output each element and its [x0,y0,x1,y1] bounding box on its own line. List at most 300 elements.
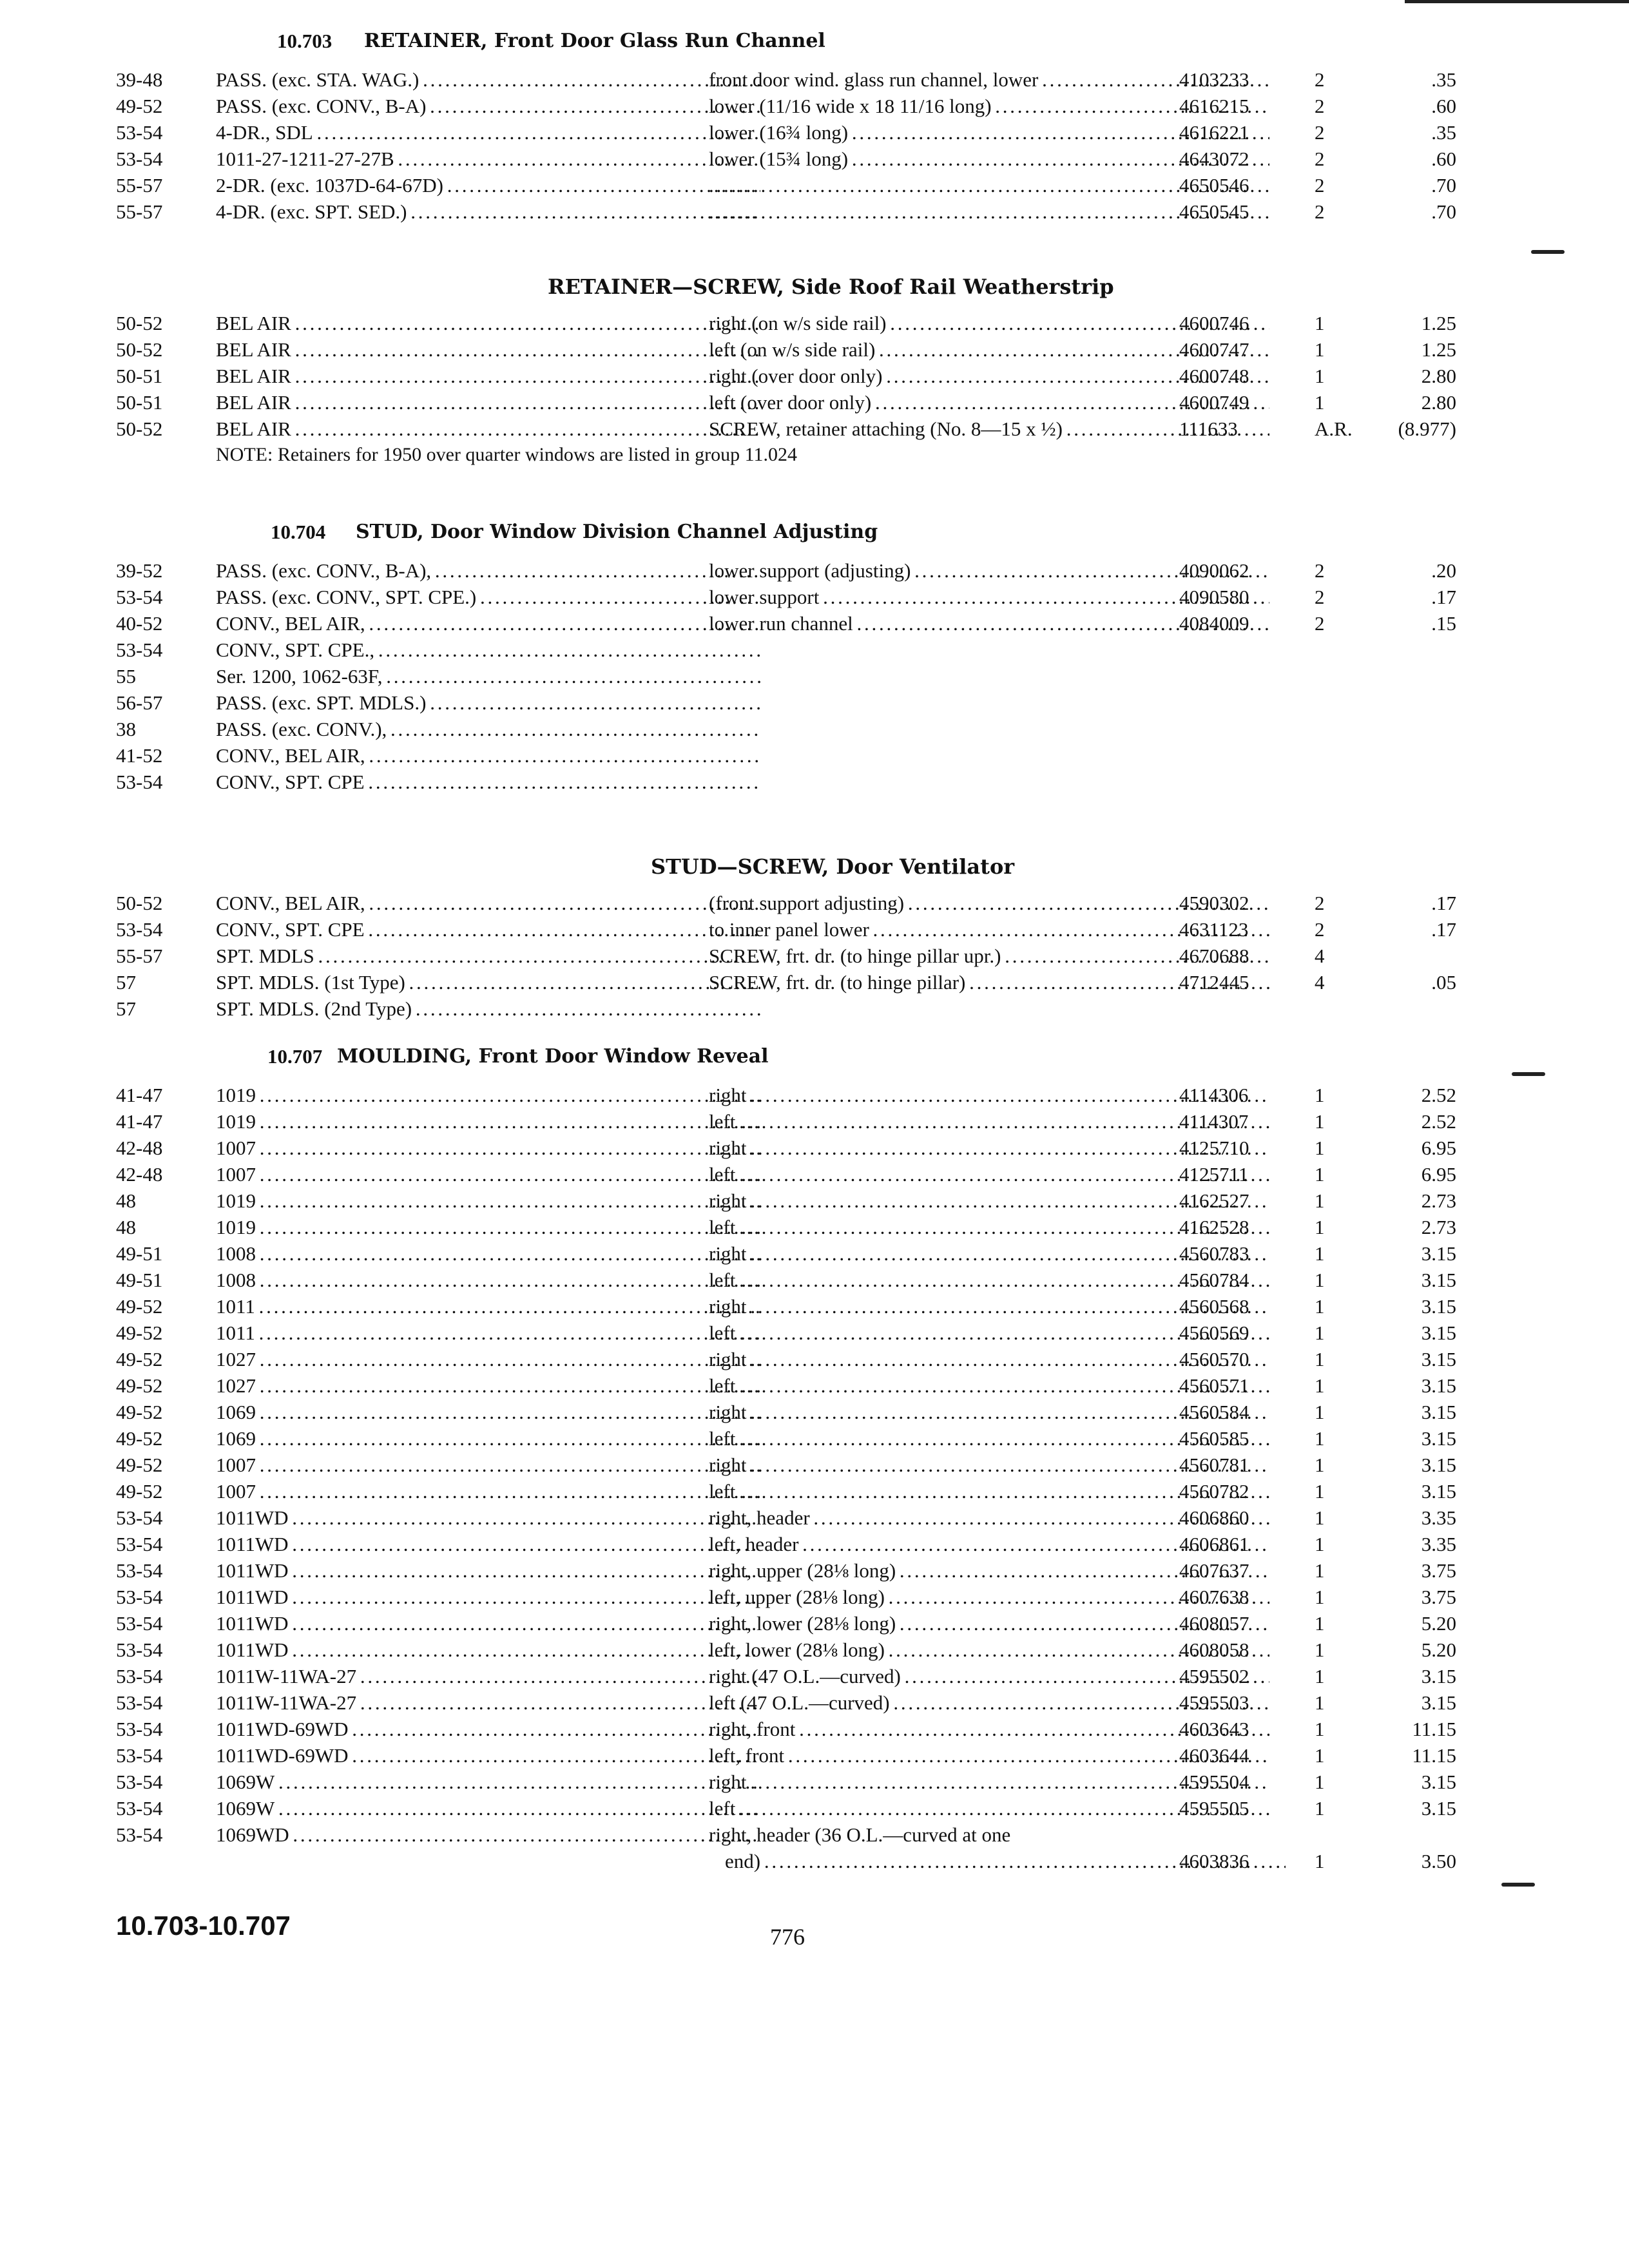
price: 3.15 [1421,1269,1456,1291]
list-item [116,1454,1456,1480]
model-years: 50-52 [116,338,163,361]
quantity: 1 [1315,1189,1325,1212]
list-item [116,1771,1456,1797]
quantity: 1 [1315,312,1325,334]
quantity: A.R. [1315,418,1353,440]
price: 3.35 [1421,1506,1456,1529]
part-description: right . . . [709,1771,1269,1794]
quantity: 1 [1315,1216,1325,1238]
quantity: 1 [1315,1718,1325,1740]
model-years: 53-54 [116,1612,163,1635]
list-item [116,1427,1456,1454]
model-years: 42-48 [116,1163,163,1186]
quantity: 1 [1315,1269,1325,1291]
quantity: 1 [1315,1771,1325,1793]
part-number: 4643072 [1179,148,1249,170]
quantity: 1 [1315,1321,1325,1344]
list-item [116,95,1456,121]
list-item [116,365,1456,391]
quantity: 1 [1315,1242,1325,1265]
section-number: 10.704 [271,521,326,543]
part-description: lower (11/16 wide x 18 11/16 long) . . . [709,95,1269,118]
model-name: PASS. (exc. CONV., B-A) . . . [216,95,760,118]
part-description: left (over door only) . . . [709,391,1269,414]
model-name: BEL AIR . . . [216,312,760,335]
part-description: (front support adjusting) . . . [709,892,1269,915]
model-years: 53-54 [116,1665,163,1687]
list-item [116,1348,1456,1374]
price: 2.80 [1421,365,1456,387]
list-item [116,121,1456,148]
model-name: 1008 . . . [216,1269,760,1292]
list-item [116,1163,1456,1189]
part-number: 4125711 [1179,1163,1249,1186]
part-number: 4600746 [1179,312,1249,334]
list-item [116,1374,1456,1401]
model-years: 49-52 [116,1480,163,1503]
model-years: 48 [116,1189,136,1212]
model-name: 1069 . . . [216,1427,760,1450]
model-name: 1011WD-69WD . . . [216,1718,760,1741]
part-description: lower support (adjusting) . . . [709,559,1269,582]
model-years: 41-52 [116,744,163,767]
price: 3.15 [1421,1348,1456,1370]
part-description: right . . . [709,1401,1269,1424]
quantity: 1 [1315,1744,1325,1767]
part-description: left . . . [709,1163,1269,1186]
part-number: 4606860 [1179,1506,1249,1529]
model-years: 49-52 [116,1321,163,1344]
quantity: 1 [1315,1533,1325,1555]
list-item [116,1691,1456,1718]
part-number: 4114307 [1179,1110,1249,1133]
model-name: BEL AIR . . . [216,365,760,388]
price: 6.95 [1421,1137,1456,1159]
quantity: 2 [1315,174,1325,197]
part-number: 4595503 [1179,1691,1249,1714]
model-name: BEL AIR . . . [216,391,760,414]
list-item [116,1137,1456,1163]
part-description: left . . . [709,1216,1269,1239]
part-number: 4607638 [1179,1586,1249,1608]
quantity: 1 [1315,1665,1325,1687]
price: 3.15 [1421,1295,1456,1318]
model-years: 49-52 [116,1454,163,1476]
model-name: CONV., BEL AIR, . . . [216,744,760,767]
list-item [116,945,1443,971]
model-years: 55-57 [116,945,163,967]
list-item [116,771,1443,797]
quantity: 1 [1315,1691,1325,1714]
model-years: 39-52 [116,559,163,582]
model-years: 49-52 [116,95,163,117]
price: 3.15 [1421,1427,1456,1450]
model-years: 57 [116,997,136,1020]
list-item [116,1216,1456,1242]
list-item [116,1401,1456,1427]
part-description: left . . . [709,1374,1269,1398]
list-item [116,338,1456,365]
quantity: 1 [1315,1639,1325,1661]
price: 3.15 [1421,1401,1456,1423]
model-name: 1011WD . . . [216,1612,760,1635]
model-name: 1019 . . . [216,1216,760,1239]
model-years: 38 [116,718,136,740]
model-years: 50-51 [116,391,163,414]
model-name: 1027 . . . [216,1348,760,1371]
price: 3.75 [1421,1586,1456,1608]
model-name: PASS. (exc. CONV., B-A), . . . [216,559,760,582]
model-name: 1011WD . . . [216,1533,760,1556]
section-header [116,30,1443,68]
list-item [116,559,1456,586]
quantity: 1 [1315,1137,1325,1159]
part-description: left, upper (28⅛ long) . . . [709,1586,1269,1609]
model-years: 53-54 [116,1797,163,1820]
model-name: 1011WD . . . [216,1586,760,1609]
part-number: 4114306 [1179,1084,1249,1106]
model-years: 53-54 [116,1718,163,1740]
list-item [116,1295,1456,1321]
list-item [116,639,1443,665]
price: 3.35 [1421,1533,1456,1555]
model-name: BEL AIR . . . [216,338,760,361]
model-years: 53-54 [116,771,163,793]
part-description: right . . . [709,1454,1269,1477]
model-years: 56-57 [116,691,163,714]
model-years: 49-51 [116,1242,163,1265]
model-years: 53-54 [116,639,163,661]
quantity: 1 [1315,1163,1325,1186]
model-name: 1007 . . . [216,1137,760,1160]
part-description: right (47 O.L.—curved) . . . [709,1665,1269,1688]
price: 3.15 [1421,1665,1456,1687]
model-name: 1069 . . . [216,1401,760,1424]
price: 3.15 [1421,1797,1456,1820]
model-name: PASS. (exc. STA. WAG.) . . . [216,68,760,91]
model-name: CONV., SPT. CPE . . . [216,771,760,794]
top-rule [1405,0,1629,3]
list-item [116,1480,1456,1506]
list-item [116,612,1456,639]
list-item [116,971,1456,997]
price: .05 [1431,971,1456,994]
list-item [116,1506,1456,1533]
list-item [116,1533,1456,1559]
part-number: 4603644 [1179,1744,1249,1767]
section-rows [116,892,1456,1024]
model-name: CONV., BEL AIR, . . . [216,612,760,635]
price: 11.15 [1412,1744,1456,1767]
quantity: 4 [1315,945,1325,967]
part-number: 4600747 [1179,338,1249,361]
part-number: 4560783 [1179,1242,1249,1265]
part-description: left, front . . . [709,1744,1269,1767]
quantity: 1 [1315,1454,1325,1476]
section-10707 [116,1045,1456,1876]
list-item [116,1110,1456,1137]
model-years: 53-54 [116,1533,163,1555]
quantity: 2 [1315,559,1325,582]
list-item [116,1718,1456,1744]
part-number: 4560569 [1179,1321,1249,1344]
price: .17 [1431,918,1456,941]
part-number: 4125710 [1179,1137,1249,1159]
model-years: 53-54 [116,1586,163,1608]
sub-title: RETAINER—SCREW, Side Roof Rail Weatherstrip [548,274,1114,299]
part-description: lower support . . . [709,586,1269,609]
model-years: 42-48 [116,1137,163,1159]
quantity: 2 [1315,892,1325,914]
price: 6.95 [1421,1163,1456,1186]
section-rows [116,68,1456,227]
model-name: 1011 . . . [216,1295,760,1318]
price: 3.50 [1421,1850,1456,1872]
list-item [116,1559,1456,1586]
part-description: right . . . [709,1295,1269,1318]
model-years: 53-54 [116,586,163,608]
part-description: left, header . . . [709,1533,1269,1556]
list-item [116,691,1443,718]
section-retainer-screw [116,274,1456,472]
price: .35 [1431,68,1456,91]
part-description: right (on w/s side rail) . . . [709,312,1269,335]
quantity: 2 [1315,586,1325,608]
part-number: 4560781 [1179,1454,1249,1476]
part-number: 4595505 [1179,1797,1249,1820]
model-years: 49-52 [116,1348,163,1370]
model-years: 41-47 [116,1084,163,1106]
model-name: PASS. (exc. SPT. MDLS.) . . . [216,691,760,715]
model-years: 55-57 [116,174,163,197]
model-name: 1069WD . . . [216,1823,760,1847]
part-description: SCREW, frt. dr. (to hinge pillar upr.) . . . [709,945,1269,968]
part-number: 4560568 [1179,1295,1249,1318]
model-years: 55-57 [116,200,163,223]
section-title: RETAINER, Front Door Glass Run Channel [364,30,825,52]
list-item [116,1586,1456,1612]
part-number: 4103233 [1179,68,1249,91]
model-years: 49-51 [116,1269,163,1291]
part-number: 4608058 [1179,1639,1249,1661]
part-number: 4560584 [1179,1401,1249,1423]
part-description: left . . . [709,1110,1269,1133]
part-description: end) . . . [725,1850,1286,1873]
list-item [116,744,1443,771]
price: 3.15 [1421,1454,1456,1476]
model-years: 53-54 [116,121,163,144]
model-name: 1069W . . . [216,1771,760,1794]
margin-mark [1501,1883,1535,1887]
section-10703 [116,30,1456,227]
quantity: 1 [1315,1480,1325,1503]
price: .60 [1431,148,1456,170]
price: (8.977) [1398,418,1456,440]
model-name: 1007 . . . [216,1454,760,1477]
section-note: NOTE: Retainers for 1950 over quarter windows are listed in group 11.024 [216,444,798,465]
model-name: 4-DR., SDL . . . [216,121,760,144]
part-number: 4084009 [1179,612,1249,635]
quantity: 1 [1315,1612,1325,1635]
model-years: 41-47 [116,1110,163,1133]
part-description: lower (16¾ long) . . . [709,121,1269,144]
part-number: 4650546 [1179,174,1249,197]
quantity: 2 [1315,68,1325,91]
part-number: 4603643 [1179,1718,1249,1740]
part-number: 4600749 [1179,391,1249,414]
part-description: left (47 O.L.—curved) . . . [709,1691,1269,1715]
quantity: 2 [1315,200,1325,223]
price: .17 [1431,586,1456,608]
list-item [116,665,1443,691]
section-rows [116,559,1456,797]
part-number: 4162527 [1179,1189,1249,1212]
list-item [116,1823,1443,1850]
part-number: 4603836 [1179,1850,1249,1872]
model-years: 53-54 [116,1639,163,1661]
model-name: 1027 . . . [216,1374,760,1398]
list-item [116,1242,1456,1269]
price: .15 [1431,612,1456,635]
quantity: 1 [1315,1401,1325,1423]
sub-title: STUD—SCREW, Door Ventilator [651,854,1015,879]
group-range: 10.703-10.707 [116,1910,291,1941]
model-years: 48 [116,1216,136,1238]
part-description: lower run channel . . . [709,612,1269,635]
model-years: 53-54 [116,1771,163,1793]
list-item [116,1612,1456,1639]
model-name: CONV., SPT. CPE . . . [216,918,760,941]
price: .17 [1431,892,1456,914]
model-name: CONV., SPT. CPE., . . . [216,639,760,662]
part-number: 4560585 [1179,1427,1249,1450]
part-number: 4162528 [1179,1216,1249,1238]
quantity: 1 [1315,1348,1325,1370]
part-number: 4712445 [1179,971,1249,994]
model-name: 1011WD . . . [216,1559,760,1582]
margin-mark [1531,250,1565,254]
section-rows [116,312,1456,444]
list-item [116,1850,1456,1876]
list-item [116,418,1456,444]
list-item [116,1665,1456,1691]
price: 3.75 [1421,1559,1456,1582]
list-item [116,997,1443,1024]
model-name: 4-DR. (exc. SPT. SED.) . . . [216,200,760,224]
list-item [116,1269,1456,1295]
price: 11.15 [1412,1718,1456,1740]
part-description: left . . . [709,1427,1269,1450]
model-name: 1069W . . . [216,1797,760,1820]
model-name: 1011WD . . . [216,1506,760,1530]
model-years: 50-52 [116,418,163,440]
price: 3.15 [1421,1242,1456,1265]
part-description: right, header . . . [709,1506,1269,1530]
model-years: 53-54 [116,918,163,941]
model-name: 1011WD . . . [216,1639,760,1662]
model-years: 50-52 [116,892,163,914]
price: 3.15 [1421,1374,1456,1397]
part-description: left . . . [709,1321,1269,1345]
model-name: Ser. 1200, 1062-63F, . . . [216,665,760,688]
section-rows [116,1084,1456,1876]
quantity: 1 [1315,1506,1325,1529]
model-years: 53-54 [116,148,163,170]
quantity: 1 [1315,1110,1325,1133]
price: 2.52 [1421,1084,1456,1106]
part-number: 4560784 [1179,1269,1249,1291]
model-years: 50-52 [116,312,163,334]
model-name: SPT. MDLS. (1st Type) . . . [216,971,760,994]
sub-header [116,274,1443,312]
section-10704 [116,521,1456,797]
part-number: 4090580 [1179,586,1249,608]
model-name: 1011-27-1211-27-27B . . . [216,148,760,171]
list-item [116,1639,1456,1665]
part-number: 4595502 [1179,1665,1249,1687]
quantity: 2 [1315,148,1325,170]
price: 2.80 [1421,391,1456,414]
part-number: 4560782 [1179,1480,1249,1503]
part-description: left . . . [709,1797,1269,1820]
quantity: 1 [1315,1427,1325,1450]
part-number: 4560570 [1179,1348,1249,1370]
section-title: MOULDING, Front Door Window Reveal [337,1045,769,1068]
model-years: 39-48 [116,68,163,91]
page-number: 776 [770,1924,805,1950]
quantity: 1 [1315,1797,1325,1820]
part-description: SCREW, frt. dr. (to hinge pillar) . . . [709,971,1269,994]
model-years: 40-52 [116,612,163,635]
price: 3.15 [1421,1691,1456,1714]
part-number: 4595504 [1179,1771,1249,1793]
list-item [116,718,1443,744]
model-name: 1011 . . . [216,1321,760,1345]
part-description: to inner panel lower . . . [709,918,1269,941]
model-name: 1019 . . . [216,1084,760,1107]
list-item [116,1797,1456,1823]
part-description: right, lower (28⅛ long) . . . [709,1612,1269,1635]
model-name: PASS. (exc. CONV.), . . . [216,718,760,741]
part-description: right . . . [709,1242,1269,1265]
list-item [116,312,1456,338]
quantity: 1 [1315,1586,1325,1608]
model-years: 49-52 [116,1374,163,1397]
model-years: 53-54 [116,1559,163,1582]
model-name: 1019 . . . [216,1110,760,1133]
quantity: 2 [1315,95,1325,117]
price: 1.25 [1421,338,1456,361]
quantity: 1 [1315,391,1325,414]
part-number: 111633 [1179,418,1238,440]
model-name: 1011WD-69WD . . . [216,1744,760,1767]
sub-header [116,854,1443,892]
part-description: SCREW, retainer attaching (No. 8—15 x ½) . . . [709,418,1269,441]
part-description: right . . . [709,1084,1269,1107]
model-name: 1008 . . . [216,1242,760,1265]
quantity: 1 [1315,1084,1325,1106]
price: .35 [1431,121,1456,144]
part-number: 4590302 [1179,892,1249,914]
quantity: 1 [1315,1374,1325,1397]
part-number: 4670688 [1179,945,1249,967]
list-item [116,391,1456,418]
price: .20 [1431,559,1456,582]
list-item [116,148,1456,174]
price: 1.25 [1421,312,1456,334]
list-item [116,1084,1456,1110]
part-number: 4090062 [1179,559,1249,582]
